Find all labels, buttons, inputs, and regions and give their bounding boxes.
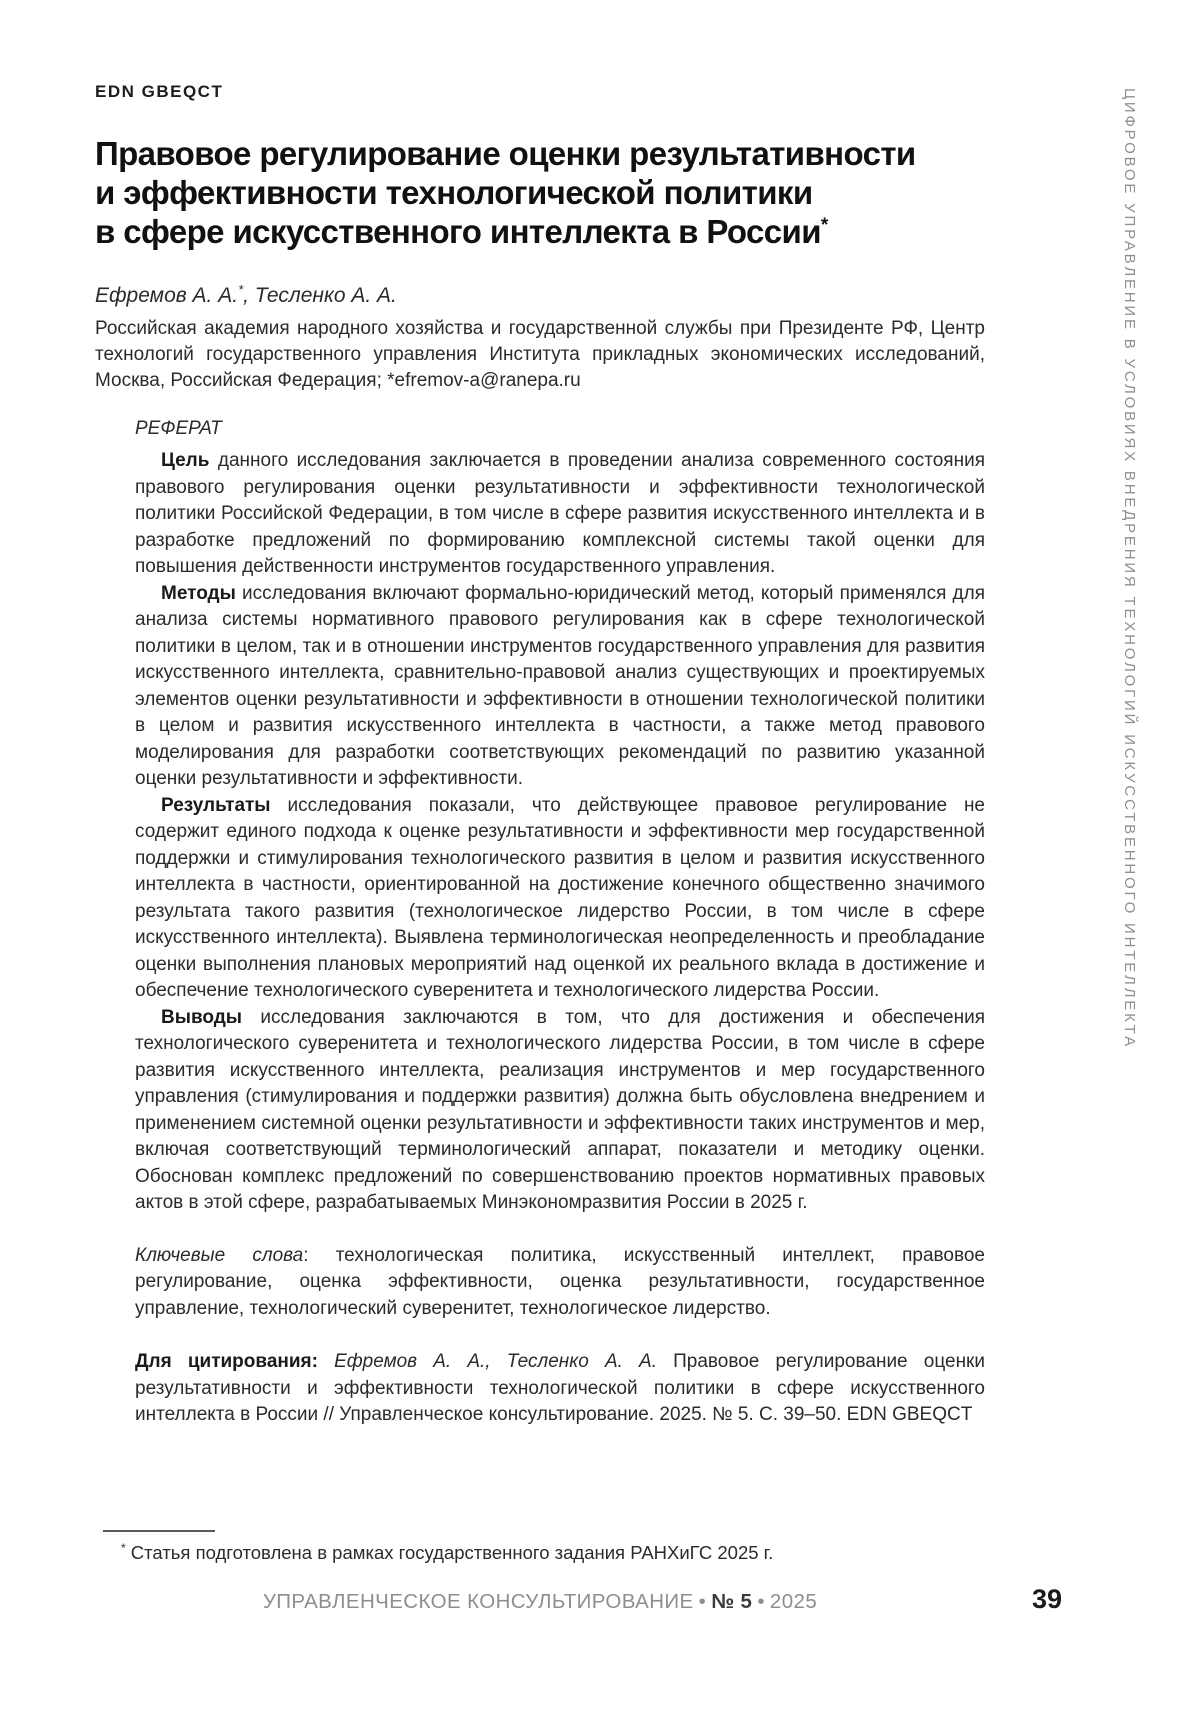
footnote-section xyxy=(95,1522,985,1565)
keywords-label: Ключевые слова xyxy=(135,1244,304,1266)
email-address: *efremov-a@ranepa.ru xyxy=(387,370,581,391)
abstract-heading: РЕФЕРАТ xyxy=(135,418,222,439)
footnote-text: Статья подготовлена в рамках государственного задания РАНХиГС 2025 г. xyxy=(125,1542,774,1563)
affiliation-paragraph xyxy=(95,316,985,394)
page-number: 39 xyxy=(1031,1584,1062,1614)
citation-label: Для цитирования: xyxy=(135,1351,318,1372)
citation-authors: Ефремов А. А., Тесленко А. А. xyxy=(317,1351,657,1372)
section-vertical-label: ЦИФРОВОЕ УПРАВЛЕНИЕ В УСЛОВИЯХ ВНЕДРЕНИЯ ТЕХНОЛОГИЙ ИСКУССТВЕННОГО ИНТЕЛЛЕКТА xyxy=(1121,88,1138,1049)
authors-line xyxy=(95,284,985,308)
paragraph-lead-methods: Методы xyxy=(161,582,236,604)
title-footnote-mark: * xyxy=(820,215,828,236)
article-title xyxy=(95,134,985,251)
keywords-text: технологическая политика, искусственный интеллект, правовое регулирование, оценка эффективности, оценка результативности, государственное управление, технологический суверенитет, технологическое лидерство. xyxy=(135,1244,986,1319)
paragraph-text-methods: исследования включают формально-юридический метод, который применялся для анализа системы нормативного правового регулирования как в сфере технологической политики в целом, так и в отношении инструментов государственного управления для развития искусственного интеллекта, сравнительно-правовой анализ существующих и проектируемых элементов оценки результативности и эффективности в отношении технологической политики в целом и развития искусственного интеллекта в частности, а также метод правового моделирования для разработки соответствующих рекомендаций по развитию указанной оценки результативности и эффективности. xyxy=(135,582,985,789)
footer-issue: № 5 xyxy=(711,1590,753,1613)
abstract-paragraph-methods xyxy=(135,581,985,793)
article-content-column xyxy=(95,0,985,1429)
footnote-paragraph xyxy=(95,1540,985,1565)
paragraph-lead-conclusions: Выводы xyxy=(161,1006,243,1028)
title-line-1: Правовое регулирование оценки результативности xyxy=(95,135,916,172)
paragraph-text-conclusions: исследования заключаются в том, что для достижения и обеспечения технологического суверенитета и технологического лидерства России, в том числе в сфере развития искусственного интеллекта, реализация инструментов и мер государственного управления (стимулирования и поддержки развития) должна быть обусловлена внедрением и применением системной оценки результативности и эффективности таких инструментов и мер, включая соответствующий терминологический аппарат, показатели и методику оценки. Обоснован комплекс предложений по совершенствованию проектов нормативных правовых актов в этой сфере, разрабатываемых Минэкономразвития России в 2025 г. xyxy=(135,1006,985,1213)
abstract-paragraph-goal xyxy=(135,448,985,581)
affiliation-text: Российская академия народного хозяйства и государственной службы при Президенте РФ, Центр технологий государственного управления Института прикладных экономических исследований, Москва, Российская Федерация; xyxy=(95,318,985,391)
footnote-divider xyxy=(103,1530,215,1532)
paragraph-text-results: исследования показали, что действующее правовое регулирование не содержит единого подхода к оценке результативности и эффективности мер государственной поддержки и стимулирования технологического развития в целом и развития искусственного интеллекта в частности, ориентированной на достижение конечного общественно значимого результата такого развития (технологическое лидерство России, в том числе в сфере искусственного интеллекта). Выявлена терминологическая неопределенность и преобладание оценки выполнения плановых мероприятий над оценкой их реального вклада в достижение и обеспечение технологического суверенитета и технологического лидерства России. xyxy=(135,794,985,1001)
paragraph-text-goal: данного исследования заключается в проведении анализа современного состояния правового регулирования оценки результативности и эффективности технологической политики Российской Федерации, в том числе в сфере развития искусственного интеллекта и в разработке предложений по формированию комплексной системы такой оценки для повышения действенности инструментов государственного управления. xyxy=(135,450,985,577)
author-name-2: , Тесленко А. А. xyxy=(243,284,397,307)
citation-text: Правовое регулирование оценки результативности и эффективности технологической политики в сфере искусственного интеллекта в России // Управленческое консультирование. 2025. № 5. С. 39–50. EDN GBEQCT xyxy=(135,1351,985,1425)
abstract-section xyxy=(135,418,985,1429)
title-line-2: и эффективности технологической политики xyxy=(95,174,813,211)
abstract-paragraph-results xyxy=(135,793,985,1005)
keywords-paragraph xyxy=(135,1243,985,1323)
paragraph-lead-goal: Цель xyxy=(161,450,210,471)
author-name-1: Ефремов А. А. xyxy=(95,284,239,307)
keywords-separator: : xyxy=(303,1244,336,1266)
citation-paragraph xyxy=(135,1349,985,1429)
footer-year: 2025 xyxy=(769,1590,818,1613)
author-footnote-mark: * xyxy=(238,282,244,297)
abstract-paragraph-conclusions xyxy=(135,1005,985,1217)
footer-separator-1: • xyxy=(698,1590,707,1613)
paragraph-lead-results: Результаты xyxy=(161,794,271,816)
title-line-3: в сфере искусственного интеллекта в России xyxy=(95,213,821,250)
edn-code: EDN GBEQCT xyxy=(95,82,224,101)
footnote-mark: * xyxy=(121,1540,126,1555)
footer-separator-2: • xyxy=(757,1590,765,1613)
footer-journal-title: УПРАВЛЕНЧЕСКОЕ КОНСУЛЬТИРОВАНИЕ xyxy=(262,1590,694,1613)
footer xyxy=(95,1590,985,1614)
